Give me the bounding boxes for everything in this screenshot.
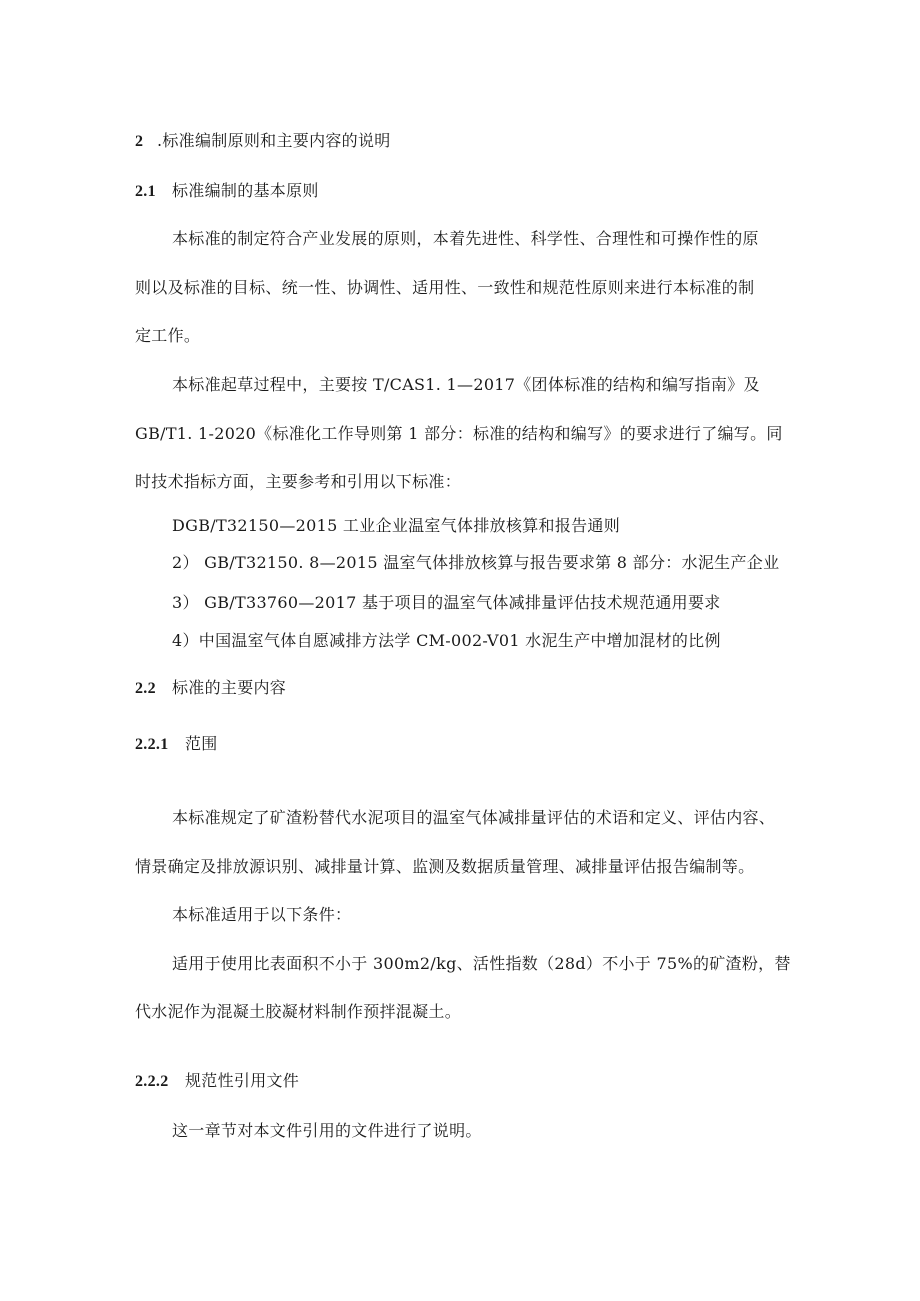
section-2-1-number: 2.1 [135,183,156,200]
paragraph-2-1-a-line-1: 本标准的制定符合产业发展的原则，本着先进性、科学性、合理性和可操作性的原 [172,229,759,248]
reference-list-item-4: 4）中国温室气体自愿减排方法学 CM-002-V01 水泥生产中增加混材的比例 [172,631,721,650]
paragraph-2-2-1-c-line-2: 代水泥作为混凝土胶凝材料制作预拌混凝土。 [135,1002,462,1021]
section-2-1-title: 标准编制的基本原则 [172,181,319,200]
section-2-1-heading [135,181,319,202]
section-2-2-2-title: 规范性引用文件 [185,1071,300,1090]
section-2-2-1-heading [135,734,218,755]
section-2-heading [135,131,391,152]
paragraph-2-2-1-b: 本标准适用于以下条件： [172,905,352,924]
section-2-2-2-number: 2.2.2 [135,1073,169,1090]
reference-list-item-1: DGB/T32150—2015 工业企业温室气体排放核算和报告通则 [172,516,621,535]
reference-list-item-3: 3） GB/T33760—2017 基于项目的温室气体减排量评估技术规范通用要求 [172,593,721,612]
section-2-2-number: 2.2 [135,680,156,697]
paragraph-2-2-1-a-line-2: 情景确定及排放源识别、减排量计算、监测及数据质量管理、减排量评估报告编制等。 [135,857,755,876]
paragraph-2-1-b-line-3: 时技术指标方面，主要参考和引用以下标准： [135,472,462,491]
section-2-2-1-number: 2.2.1 [135,736,169,753]
paragraph-2-2-1-a-line-1: 本标准规定了矿渣粉替代水泥项目的温室气体减排量评估的术语和定义、评估内容、 [172,808,776,827]
paragraph-2-1-a-line-2: 则以及标准的目标、统一性、协调性、适用性、一致性和规范性原则来进行本标准的制 [135,278,755,297]
paragraph-2-2-1-c-line-1: 适用于使用比表面积不小于 300m2/kg、活性指数（28d）不小于 75%的矿渣粉，替 [172,954,791,973]
paragraph-2-1-b-line-1: 本标准起草过程中，主要按 T/CAS1. 1—2017《团体标准的结构和编写指南》及 [172,375,760,394]
paragraph-2-2-2-a: 这一章节对本文件引用的文件进行了说明。 [172,1121,482,1140]
section-2-title: .标准编制原则和主要内容的说明 [157,131,391,150]
section-2-number: 2 [135,133,144,150]
paragraph-2-1-b-line-2: GB/T1. 1-2020《标准化工作导则第 1 部分：标准的结构和编写》的要求进行了编写。同 [135,424,783,443]
paragraph-2-1-a-line-3: 定工作。 [135,326,201,345]
section-2-2-heading [135,678,286,699]
section-2-2-1-title: 范围 [185,734,218,753]
section-2-2-title: 标准的主要内容 [172,678,287,697]
reference-list-item-2: 2） GB/T32150. 8—2015 温室气体排放核算与报告要求第 8 部分：水泥生产企业 [172,553,780,572]
section-2-2-2-heading [135,1071,299,1092]
